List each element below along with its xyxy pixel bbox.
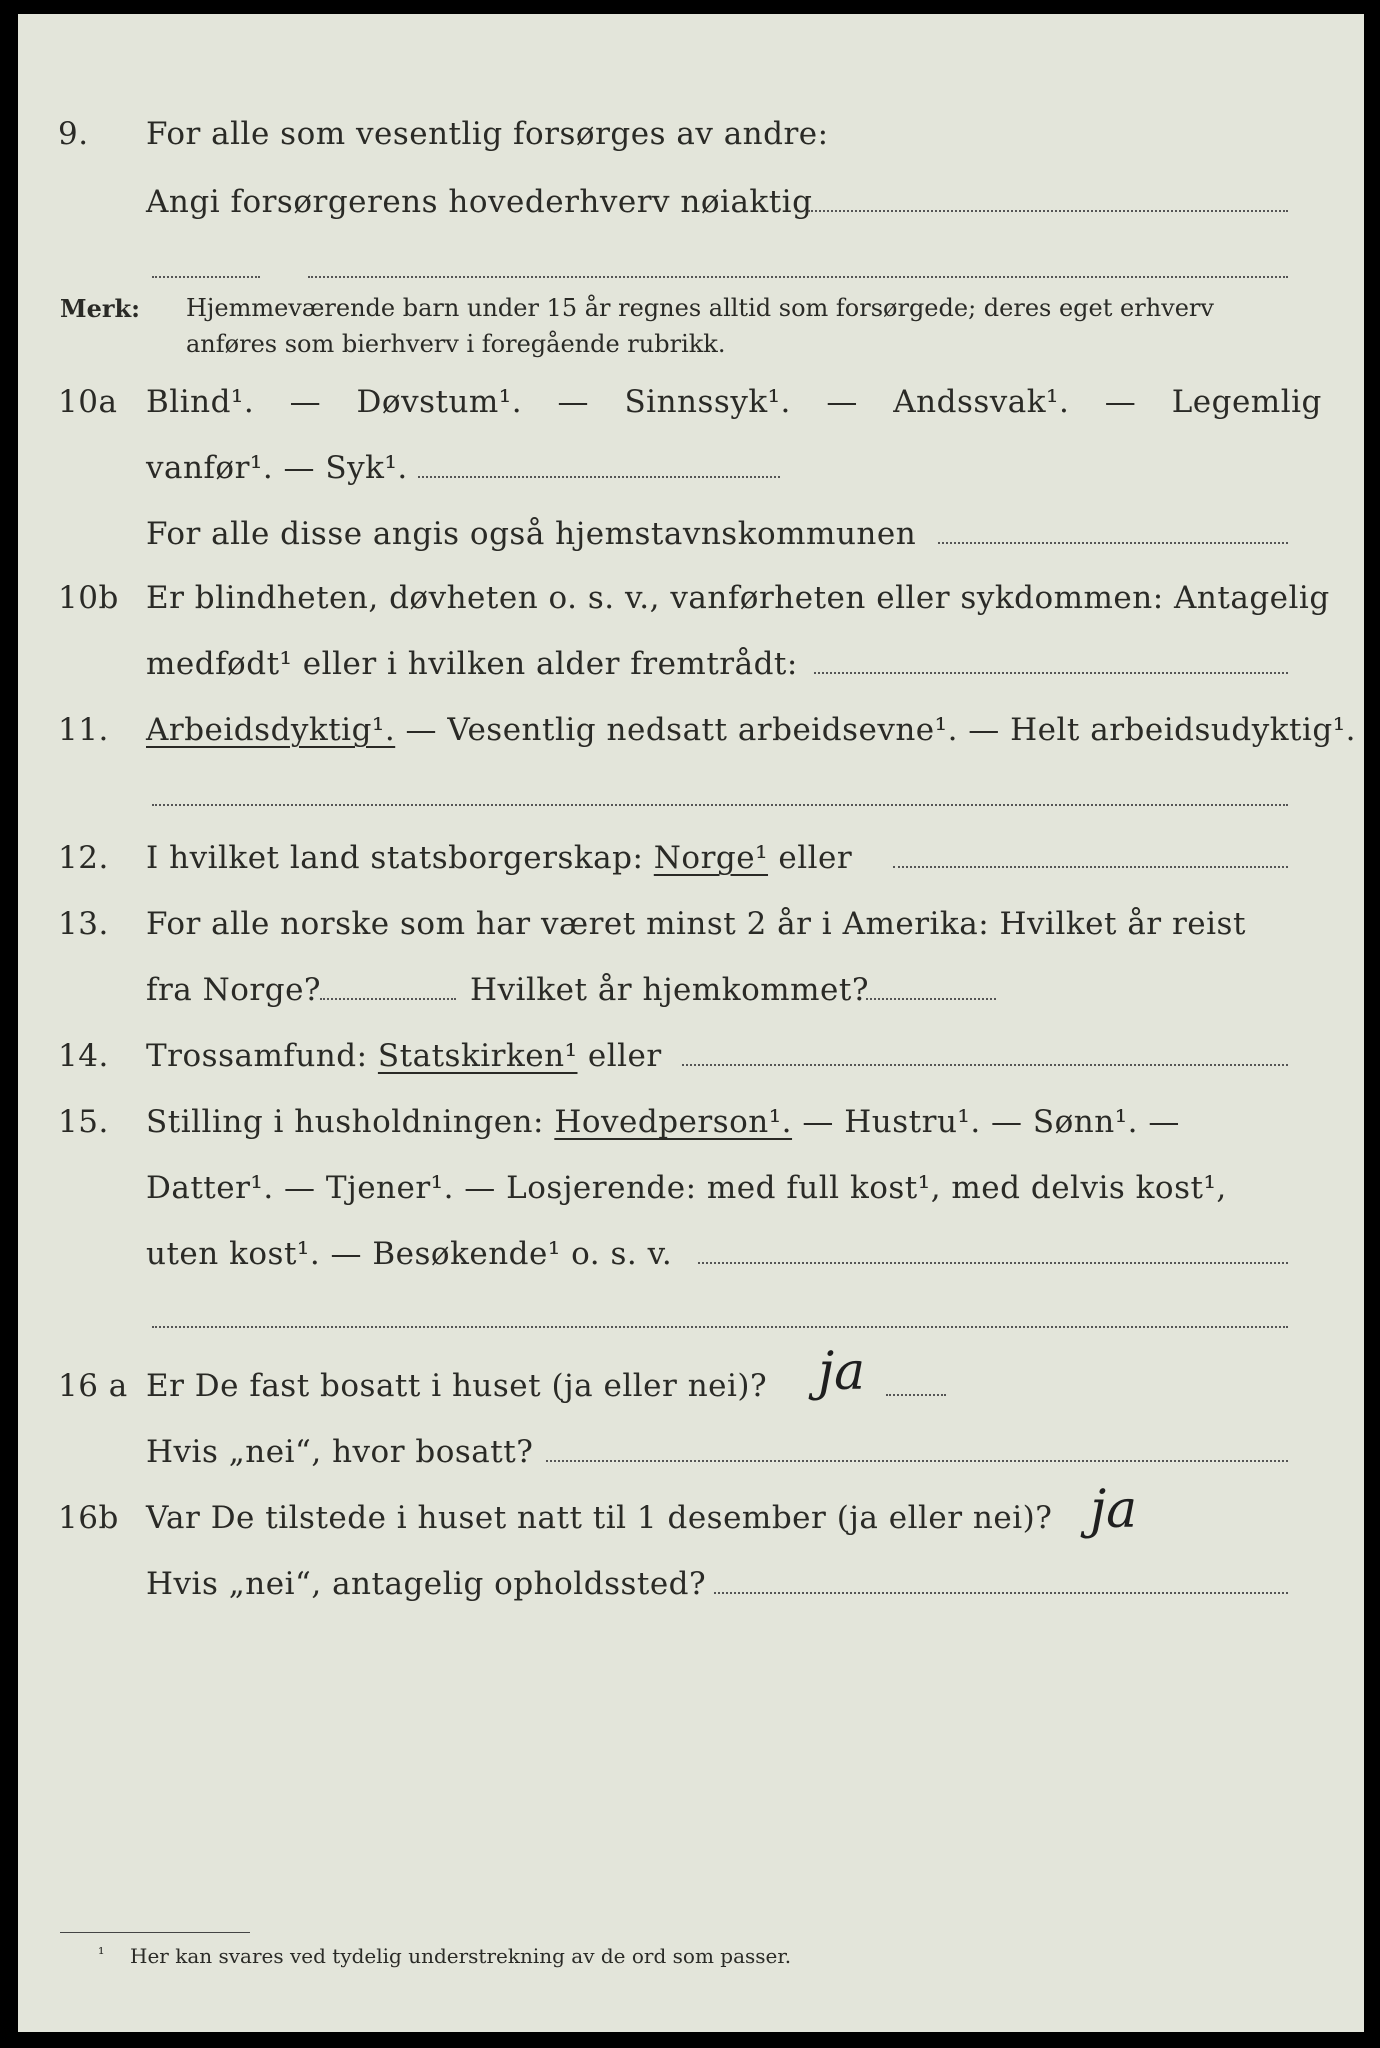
dash: — [289,384,322,420]
q10b-answer-line [814,672,1288,674]
q14-number: 14. [58,1038,109,1074]
dash: — [1104,384,1137,420]
q11-text [146,712,1356,748]
q10a-options [146,384,1322,420]
q16b-handwritten-answer: ja [1090,1480,1138,1540]
q9-answer-line-2a [152,276,260,278]
dash: — [557,384,590,420]
q14-pre: Trossamfund: [146,1038,378,1074]
q10a-text-3: For alle disse angis også hjemstavnskommunen [146,516,917,552]
option-blind: Blind¹. [146,384,255,420]
q12-answer-line [893,866,1288,868]
q9-text: For alle som vesentlig forsørges av andre: [146,116,829,152]
q11-answer-line [152,804,1288,806]
option-sinnssyk: Sinnssyk¹. [624,384,791,420]
q12-number: 12. [58,840,109,876]
q15-answer-line-2 [152,1326,1288,1328]
q13-departure-year-line [320,998,456,1000]
q15-text [146,1104,1180,1140]
q10a-text-2: vanfør¹. — Syk¹. [146,450,408,486]
merk-label: Merk: [60,294,140,323]
q13-number: 13. [58,906,109,942]
q14-answer-line [682,1064,1288,1066]
q9-answer-line-2b [308,276,1288,278]
q15-text-2: Datter¹. — Tjener¹. — Losjerende: med full kost¹, med delvis kost¹, [146,1170,1227,1206]
q14-text [146,1038,662,1074]
q11-selected-arbeidsdyktig: Arbeidsdyktig¹. [146,712,396,748]
option-legemlig: Legemlig [1171,384,1322,420]
q16a-text: Er De fast bosatt i huset (ja eller nei)? [146,1368,768,1404]
footnote-text: Her kan svares ved tydelig understrekning av de ord som passer. [130,1944,792,1968]
q16b-whereabouts-line [714,1592,1288,1594]
q13-text-2a: fra Norge? [146,972,322,1008]
q16a-residence-line [546,1460,1288,1462]
q15-selected-hovedperson: Hovedperson¹. [554,1104,793,1140]
q10a-answer-line [418,476,780,478]
q12-text [146,840,852,876]
merk-text-2: anføres som bierhverv i foregående rubrikk. [186,330,726,358]
q16b-text-2: Hvis „nei“, antagelig opholdssted? [146,1566,707,1602]
option-dovstum: Døvstum¹. [356,384,523,420]
q15-post: — Hustru¹. — Sønn¹. — [792,1104,1180,1140]
q15-text-3: uten kost¹. — Besøkende¹ o. s. v. [146,1236,673,1272]
q10b-number: 10b [58,580,119,616]
q15-number: 15. [58,1104,109,1140]
q12-pre: I hvilket land statsborgerskap: [146,840,654,876]
census-form-page [18,14,1364,2032]
q16a-number: 16 a [58,1368,128,1404]
q11-number: 11. [58,712,109,748]
q9-text-2: Angi forsørgerens hovederhverv nøiaktig [146,184,813,220]
q16a-text-2: Hvis „nei“, hvor bosatt? [146,1434,534,1470]
q13-return-year-line [866,998,996,1000]
q10a-municipality-line [938,542,1288,544]
option-andssvak: Andssvak¹. [893,384,1070,420]
q15-answer-line [698,1262,1288,1264]
q9-number: 9. [58,116,89,152]
q14-post: eller [577,1038,662,1074]
q12-post: eller [768,840,853,876]
q12-selected-norge: Norge¹ [653,840,769,876]
dash: — [826,384,858,420]
q11-rest: — Vesentlig nedsatt arbeidsevne¹. — Helt arbeidsudyktig¹. [395,712,1357,748]
q10b-text: Er blindheten, døvheten o. s. v., vanførheten eller sykdommen: Antagelig [146,580,1330,616]
footnote-rule [60,1932,250,1933]
q16b-number: 16b [58,1500,119,1536]
q15-pre: Stilling i husholdningen: [146,1104,555,1140]
q10a-number: 10a [58,384,118,420]
merk-text-1: Hjemmeværende barn under 15 år regnes alltid som forsørgede; deres eget erhverv [186,294,1214,322]
q16a-answer-line [886,1394,946,1396]
footnote-mark: ¹ [98,1944,105,1963]
q10b-text-2: medfødt¹ eller i hvilken alder fremtrådt: [146,646,798,682]
q16b-text: Var De tilstede i huset natt til 1 desember (ja eller nei)? [146,1500,1053,1536]
q9-answer-line [808,210,1288,212]
q14-selected-statskirken: Statskirken¹ [377,1038,578,1074]
q13-text-2b: Hvilket år hjemkommet? [470,972,869,1008]
q16a-handwritten-answer: ja [818,1342,866,1402]
q13-text: For alle norske som har været minst 2 år i Amerika: Hvilket år reist [146,906,1246,942]
